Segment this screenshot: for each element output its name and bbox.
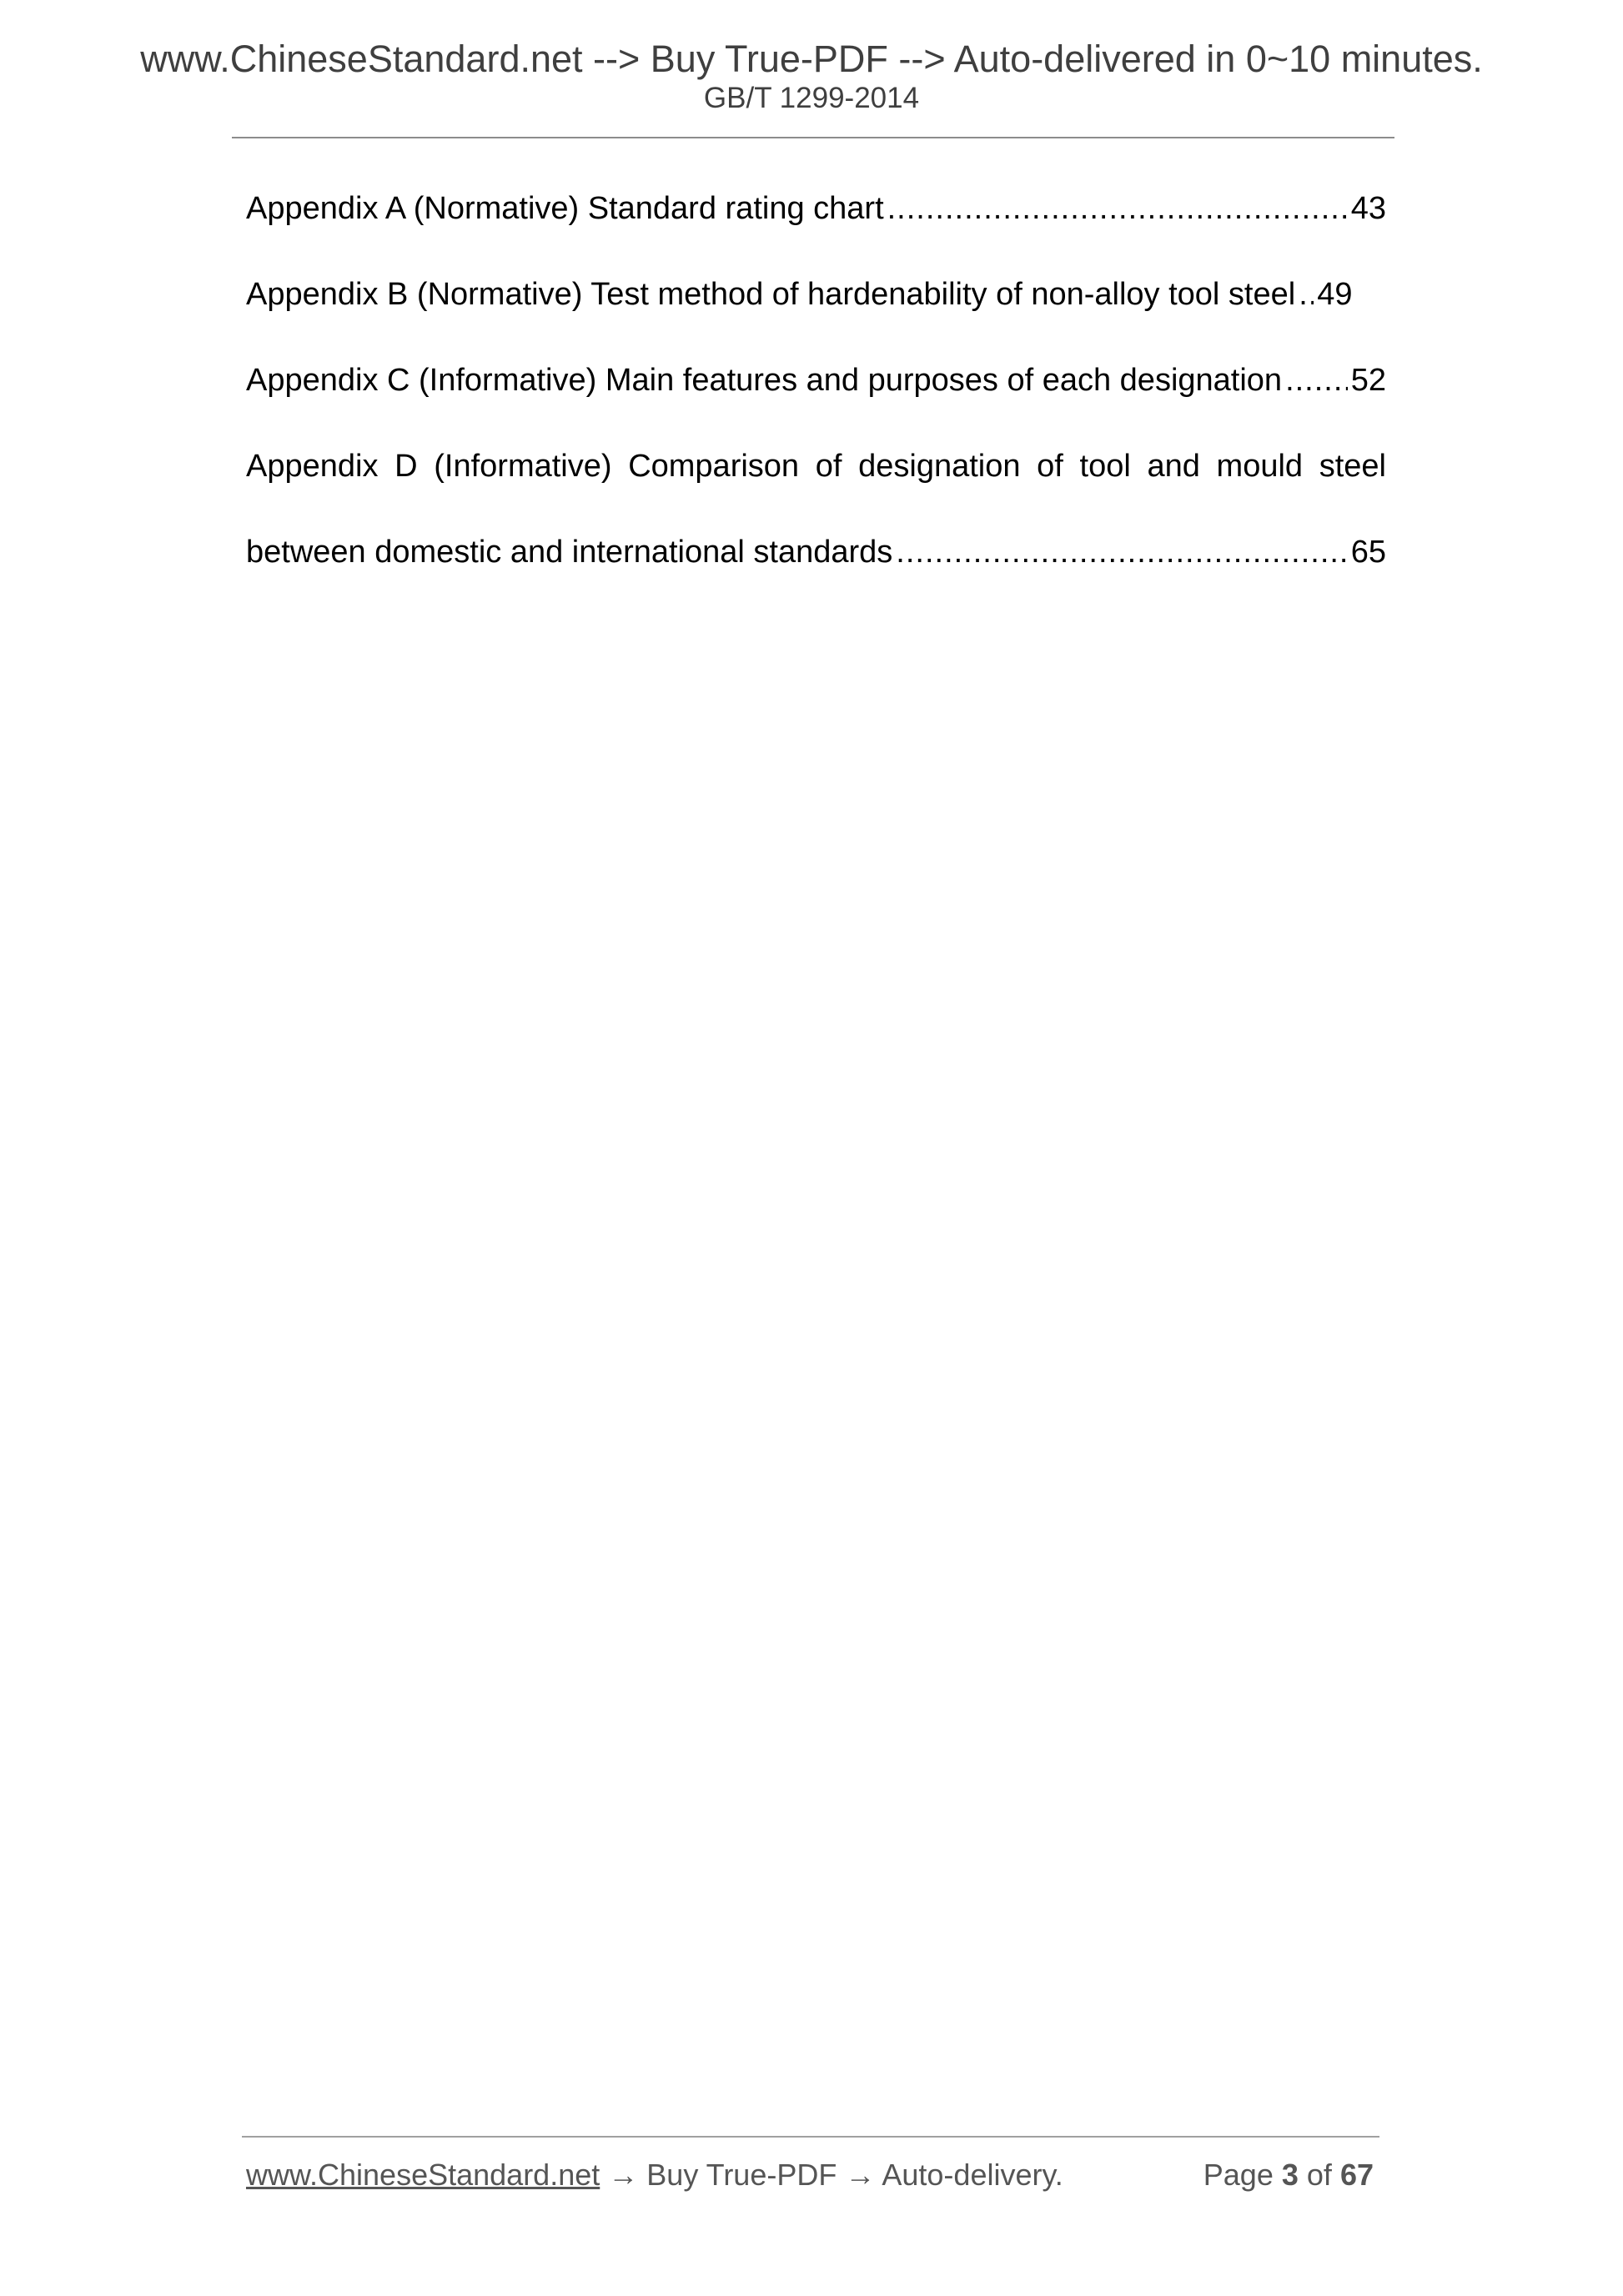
toc-entry-title-continued: between domestic and international standards (246, 535, 893, 570)
standard-number: GB/T 1299-2014 (703, 82, 920, 114)
toc-entry-page: 49 (1317, 277, 1353, 312)
table-of-contents (246, 190, 1386, 620)
toc-entry-appendix-b[interactable] (246, 276, 1386, 362)
toc-entry-appendix-c[interactable] (246, 362, 1386, 448)
header-banner: www.ChineseStandard.net --> Buy True-PDF --> Auto-delivered in 0~10 minutes. (140, 38, 1483, 80)
footer-site-link[interactable]: www.ChineseStandard.net (246, 2158, 600, 2192)
toc-leader-dots (887, 190, 1348, 229)
footer-promo (246, 2160, 1063, 2190)
toc-entry-appendix-d-line2[interactable] (246, 534, 1386, 620)
arrow-right-icon: → (845, 2158, 876, 2192)
footer-divider (242, 2136, 1379, 2138)
page-total: 67 (1339, 2158, 1374, 2192)
toc-entry-appendix-d-line1[interactable] (246, 448, 1386, 534)
of-word: of (1306, 2158, 1332, 2192)
footer-buy-text: Buy True-PDF (646, 2158, 837, 2192)
toc-entry-title: Appendix C (Informative) Main features and purposes of each designation (246, 363, 1283, 398)
toc-entry-page: 65 (1350, 535, 1386, 570)
toc-entry-page: 52 (1350, 363, 1386, 398)
page-current: 3 (1281, 2158, 1299, 2192)
page-indicator (1203, 2160, 1374, 2190)
toc-entry-appendix-a[interactable] (246, 190, 1386, 276)
toc-entry-page: 43 (1350, 191, 1386, 226)
toc-entry-title: Appendix A (Normative) Standard rating chart (246, 191, 884, 226)
header-divider (232, 137, 1394, 138)
arrow-right-icon: → (608, 2158, 639, 2192)
toc-entry-title: Appendix D (Informative) Comparison of designation of tool and mould steel (246, 449, 1386, 484)
toc-leader-dots (1285, 362, 1348, 400)
toc-leader-dots (896, 534, 1347, 572)
footer-delivery-text: Auto-delivery. (882, 2158, 1063, 2192)
page-word: Page (1203, 2158, 1274, 2192)
toc-entry-title: Appendix B (Normative) Test method of hardenability of non-alloy tool steel (246, 277, 1296, 312)
toc-leader-dots (1299, 276, 1314, 314)
